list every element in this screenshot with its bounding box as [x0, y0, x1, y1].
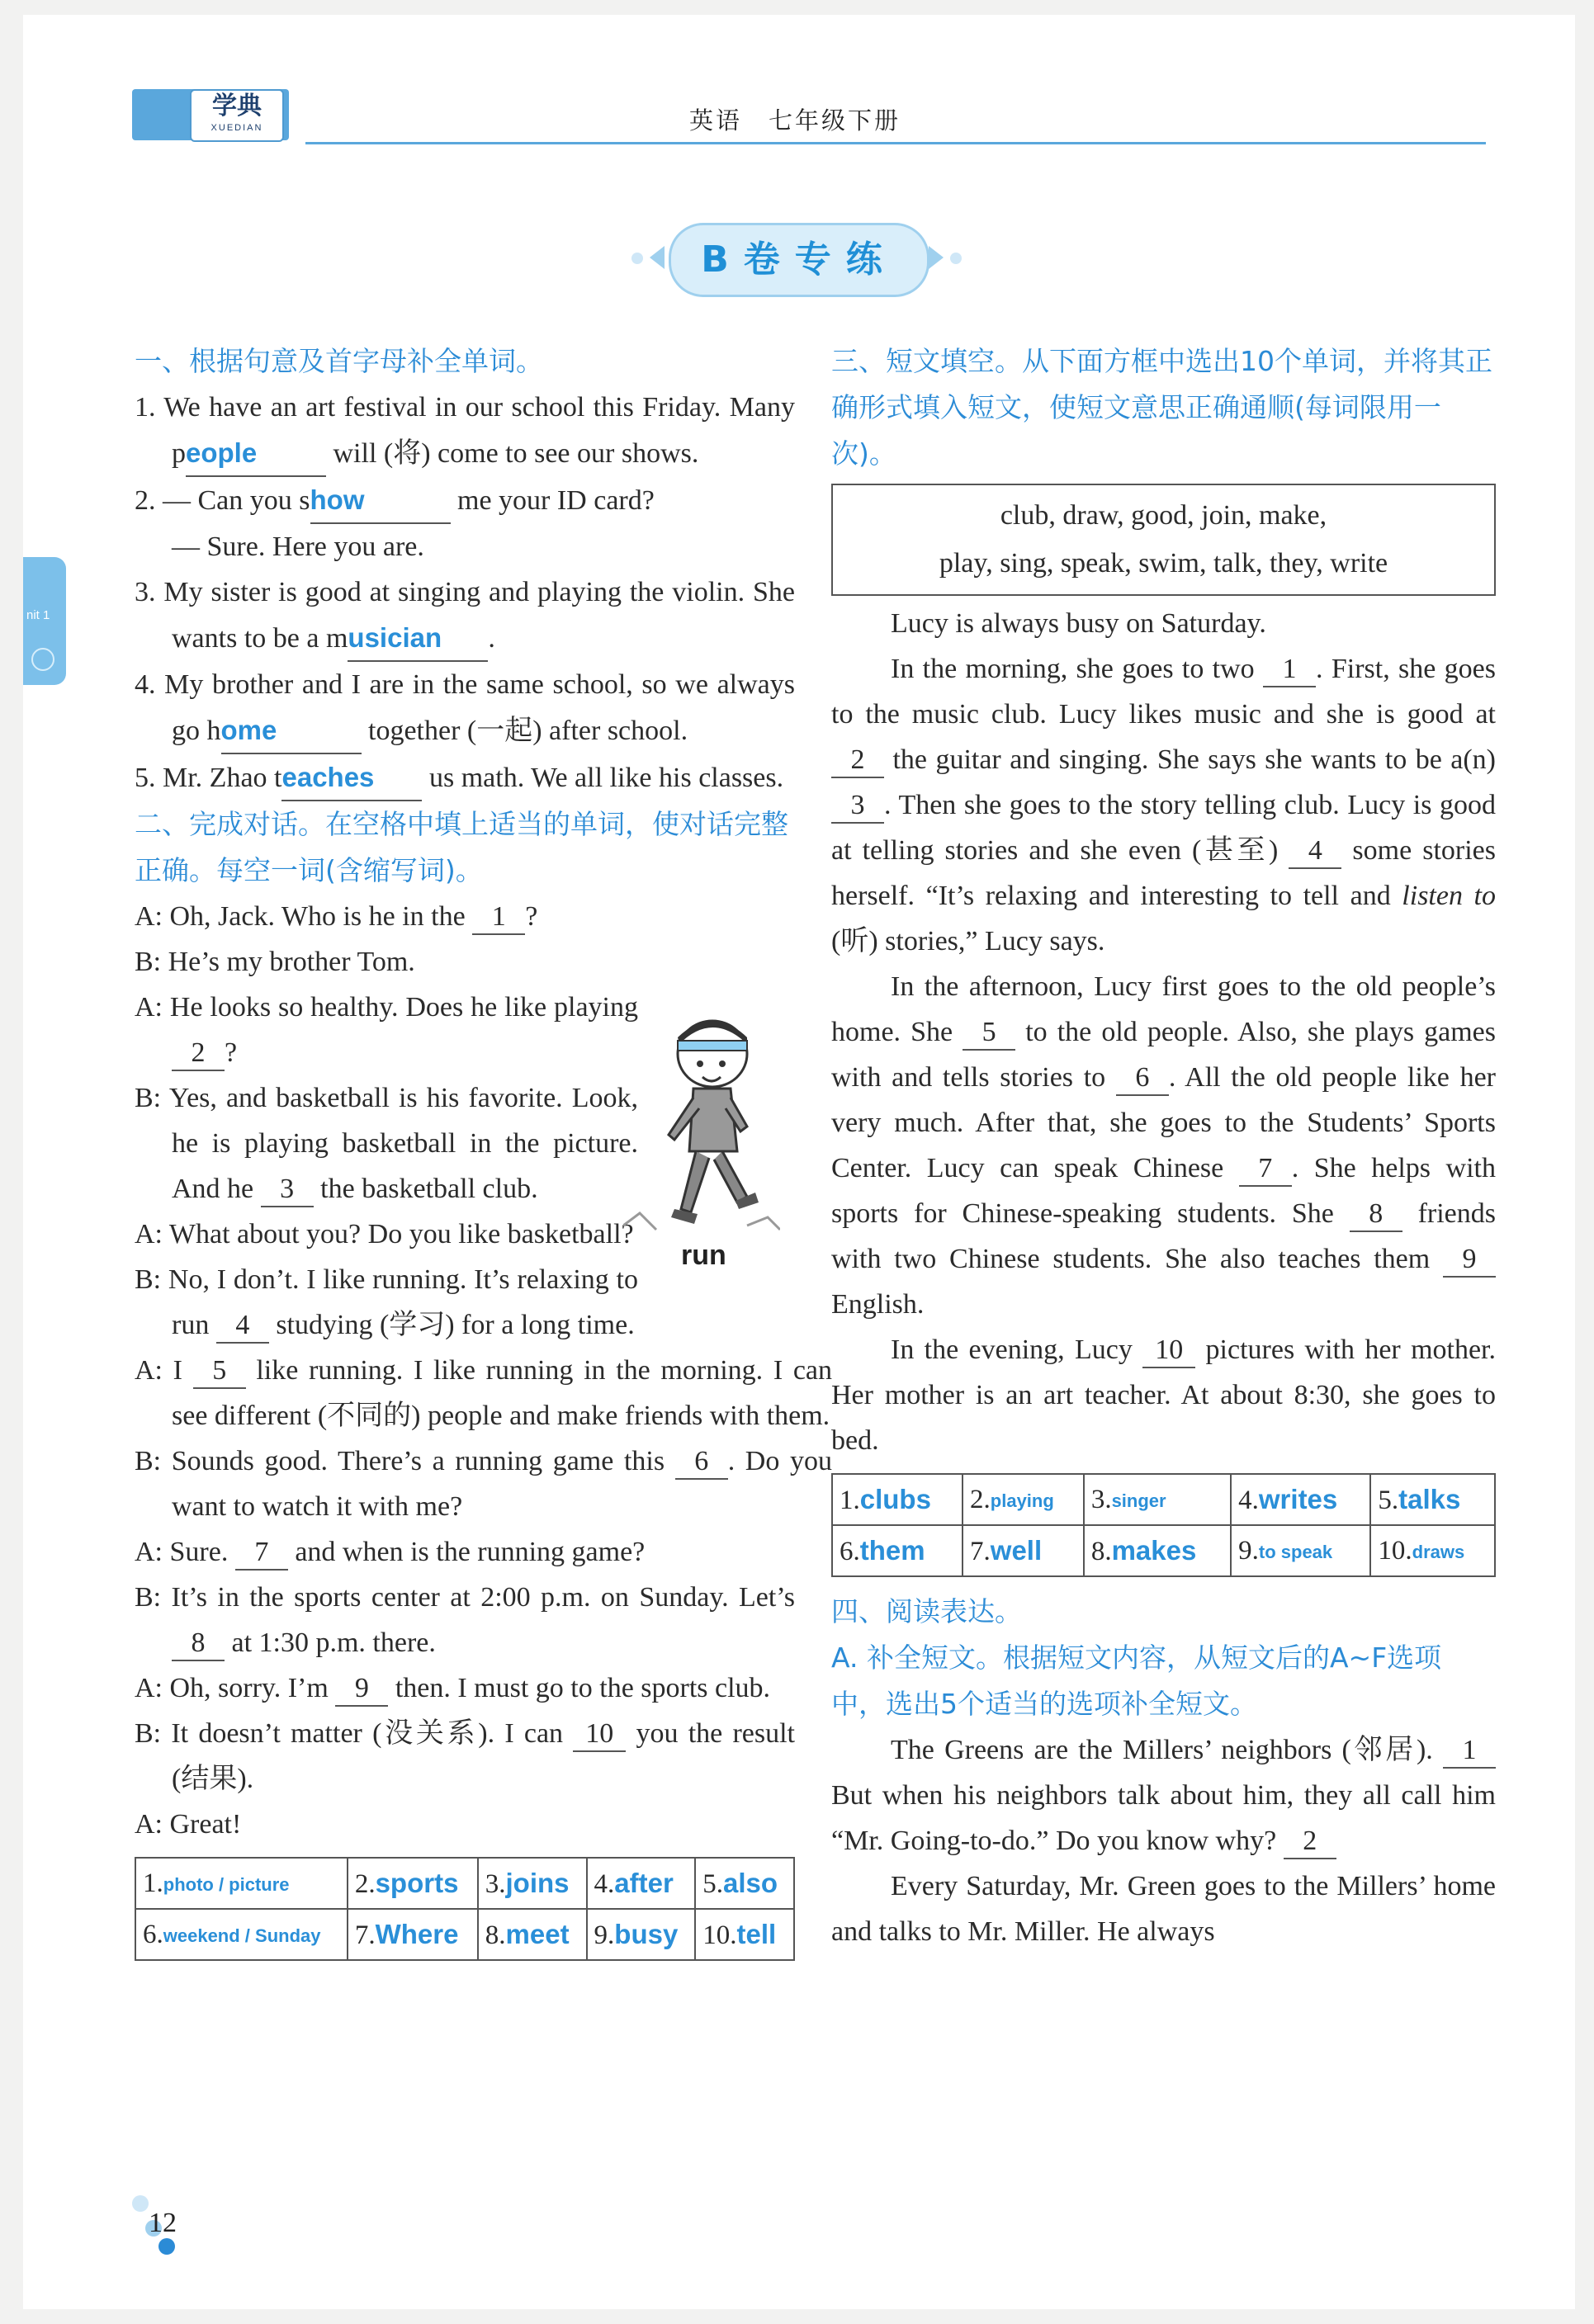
- answer-fill: eople: [186, 430, 326, 477]
- answer-cell: 1.clubs: [832, 1474, 963, 1525]
- answer-cell: 7.Where: [348, 1909, 478, 1960]
- blank: 4: [216, 1309, 269, 1344]
- arrow-right-icon: [929, 246, 944, 269]
- question-2-reply: — Sure. Here you are.: [172, 531, 424, 562]
- hexagon-icon: [158, 2238, 175, 2255]
- header-divider: [305, 142, 1486, 144]
- answer-fill: usician: [348, 615, 488, 662]
- blank: 10: [1142, 1334, 1195, 1368]
- dialogue-line: A: Great!: [135, 1809, 242, 1840]
- dialogue-line: A: He looks so healthy. Does he like playing 2 ?: [135, 985, 795, 1075]
- blank: 7: [1239, 1152, 1292, 1187]
- dialogue-line: A: Oh, sorry. I’m 9 then. I must go to the sports club.: [135, 1665, 795, 1711]
- blank: 4: [1289, 834, 1341, 869]
- passage-paragraph: Lucy is always busy on Saturday.: [891, 608, 1266, 639]
- dialogue-line: A: Sure. 7 and when is the running game?: [135, 1529, 795, 1575]
- section3-title: 三、短文填空。从下面方框中选出10个单词，并将其正确形式填入短文，使短文意思正确通顺(每词限用一次)。: [831, 345, 1492, 470]
- blank: 9: [335, 1672, 388, 1707]
- blank: 8: [1350, 1197, 1402, 1232]
- figure-label: run: [681, 1240, 726, 1271]
- blank: 2: [1284, 1825, 1336, 1859]
- answer-cell: 10.tell: [695, 1909, 794, 1960]
- answer-cell: 3.singer: [1084, 1474, 1231, 1525]
- section2-title: 二、完成对话。在空格中填上适当的单词，使对话完整正确。每空一词(含缩写词)。: [135, 808, 788, 886]
- blank: 1: [472, 900, 525, 935]
- dialogue-line: B: Sounds good. There’s a running game this 6 . Do you want to watch it with me?: [135, 1446, 832, 1522]
- section1-title: 一、根据句意及首字母补全单词。: [135, 345, 543, 377]
- section-title-banner: [631, 223, 962, 295]
- section4-subtitle: A. 补全短文。根据短文内容，从短文后的A~F选项中，选出5个适当的选项补全短文。: [831, 1641, 1442, 1720]
- question-3: 3. My sister is good at singing and playing the violin. She wants to be a musician .: [135, 569, 795, 662]
- page-title: B卷专练: [669, 223, 929, 297]
- blank: 6: [1116, 1061, 1169, 1096]
- answer-row: [135, 1858, 794, 1909]
- answer-cell: 7.well: [963, 1525, 1084, 1576]
- question-5: 5. Mr. Zhao teaches us math. We all like his classes.: [135, 754, 795, 801]
- answer-cell: 2.sports: [348, 1858, 478, 1909]
- answer-cell: 5.talks: [1370, 1474, 1495, 1525]
- dialogue-line: A: What about you? Do you like basketball?: [135, 1219, 634, 1249]
- passage-paragraph: In the afternoon, Lucy first goes to the old people’s home. She 5 to the old people. Also, she plays games with and tells stories to 6 . All the old people like her very much. After that, she goes to the Students’ Sports Center. Lucy can speak Chinese 7 . She helps with sports for Chinese-speaking students. She 8 friends with two Chinese students. She also teaches them 9 English.: [831, 971, 1496, 1320]
- answer-cell: 9.to speak: [1231, 1525, 1370, 1576]
- answer-table-3: [831, 1473, 1496, 1577]
- question-2: 2. — Can you show me your ID card?: [135, 477, 795, 524]
- blank: 7: [235, 1536, 288, 1571]
- passage-paragraph: In the evening, Lucy 10 pictures with her mother. Her mother is an art teacher. At about 8:30, she goes to bed.: [831, 1334, 1496, 1456]
- dialogue-line: B: It doesn’t matter (没关系). I can 10 you the result (结果).: [135, 1718, 795, 1794]
- header-subject: 英语 七年级下册: [689, 106, 901, 135]
- section4-title: 四、阅读表达。: [831, 1595, 1022, 1627]
- answer-cell: 1.photo / picture: [135, 1858, 348, 1909]
- blank: 5: [193, 1354, 246, 1389]
- answer-fill: eaches: [281, 754, 422, 801]
- answer-fill: how: [310, 477, 451, 524]
- passage-paragraph: The Greens are the Millers’ neighbors (邻居). 1 But when his neighbors talk about him, they all call him “Mr. Going-to-do.” Do you know why? 2: [831, 1727, 1496, 1863]
- answer-cell: 3.joins: [478, 1858, 587, 1909]
- dialogue-line: B: It’s in the sports center at 2:00 p.m. on Sunday. Let’s 8 at 1:30 p.m. there.: [135, 1575, 795, 1665]
- question-1: 1. We have an art festival in our school this Friday. Many people will (将) come to see our shows.: [135, 385, 795, 477]
- answer-cell: 10.draws: [1370, 1525, 1495, 1576]
- answer-row: [135, 1909, 794, 1960]
- blank: 3: [831, 789, 884, 824]
- arrow-left-icon: [650, 246, 665, 269]
- answer-cell: 6.them: [832, 1525, 963, 1576]
- answer-cell: 4.after: [587, 1858, 696, 1909]
- blank: 10: [573, 1717, 626, 1752]
- blank: 3: [261, 1173, 314, 1207]
- right-column: [831, 338, 1496, 1954]
- blank: 1: [1263, 653, 1316, 687]
- answer-table-2: [135, 1857, 795, 1961]
- dialogue-line: A: I 5 like running. I like running in the morning. I can see different (不同的) people and make friends with them.: [135, 1355, 832, 1431]
- blank: 2: [172, 1037, 225, 1071]
- answer-cell: 8.makes: [1084, 1525, 1231, 1576]
- blank: 9: [1443, 1243, 1496, 1278]
- passage-paragraph: Every Saturday, Mr. Green goes to the Millers’ home and talks to Mr. Miller. He always: [831, 1871, 1496, 1947]
- answer-cell: 5.also: [695, 1858, 794, 1909]
- answer-row: [832, 1474, 1495, 1525]
- answer-fill: ome: [221, 707, 362, 754]
- dot-icon: [950, 253, 962, 264]
- answer-row: [832, 1525, 1495, 1576]
- page-number: 12: [149, 2208, 177, 2238]
- answer-cell: 9.busy: [587, 1909, 696, 1960]
- hexagon-icon: [132, 2195, 149, 2212]
- blank: 8: [172, 1627, 225, 1661]
- ring-icon: [31, 648, 54, 671]
- dialogue-line: A: Oh, Jack. Who is he in the 1 ?: [135, 894, 795, 939]
- blank: 5: [963, 1016, 1015, 1051]
- answer-cell: 2.playing: [963, 1474, 1084, 1525]
- passage-paragraph: In the morning, she goes to two 1 . First, she goes to the music club. Lucy likes music and she is good at 2 the guitar and singing. She says she wants to be a(n) 3 . Then she goes to the story telling club. Lucy is good at telling stories and she even (甚至) 4 some stories herself. “It’s relaxing and interesting to tell and listen to (听) stories,” Lucy says.: [831, 654, 1497, 957]
- unit-side-tab: nit 1: [23, 557, 66, 685]
- blank: 1: [1443, 1734, 1496, 1769]
- dialogue-line: B: He’s my brother Tom.: [135, 947, 415, 977]
- blank: 2: [831, 744, 884, 778]
- dialogue-line: B: No, I don’t. I like running. It’s relaxing to run 4 studying (学习) for a long time.: [135, 1257, 795, 1348]
- word-bank: club, draw, good, join, make, play, sing, speak, swim, talk, they, write: [831, 484, 1496, 596]
- answer-cell: 6.weekend / Sunday: [135, 1909, 348, 1960]
- dot-icon: [631, 253, 643, 264]
- answer-cell: 8.meet: [478, 1909, 587, 1960]
- question-4: 4. My brother and I are in the same school, so we always go home together (一起) after school.: [135, 662, 795, 754]
- blank: 6: [675, 1445, 728, 1480]
- answer-cell: 4.writes: [1231, 1474, 1370, 1525]
- logo: 学典 XUEDIAN: [190, 89, 284, 142]
- dialogue-line: B: Yes, and basketball is his favorite. Look, he is playing basketball in the picture. And he 3 the basketball club.: [135, 1075, 795, 1212]
